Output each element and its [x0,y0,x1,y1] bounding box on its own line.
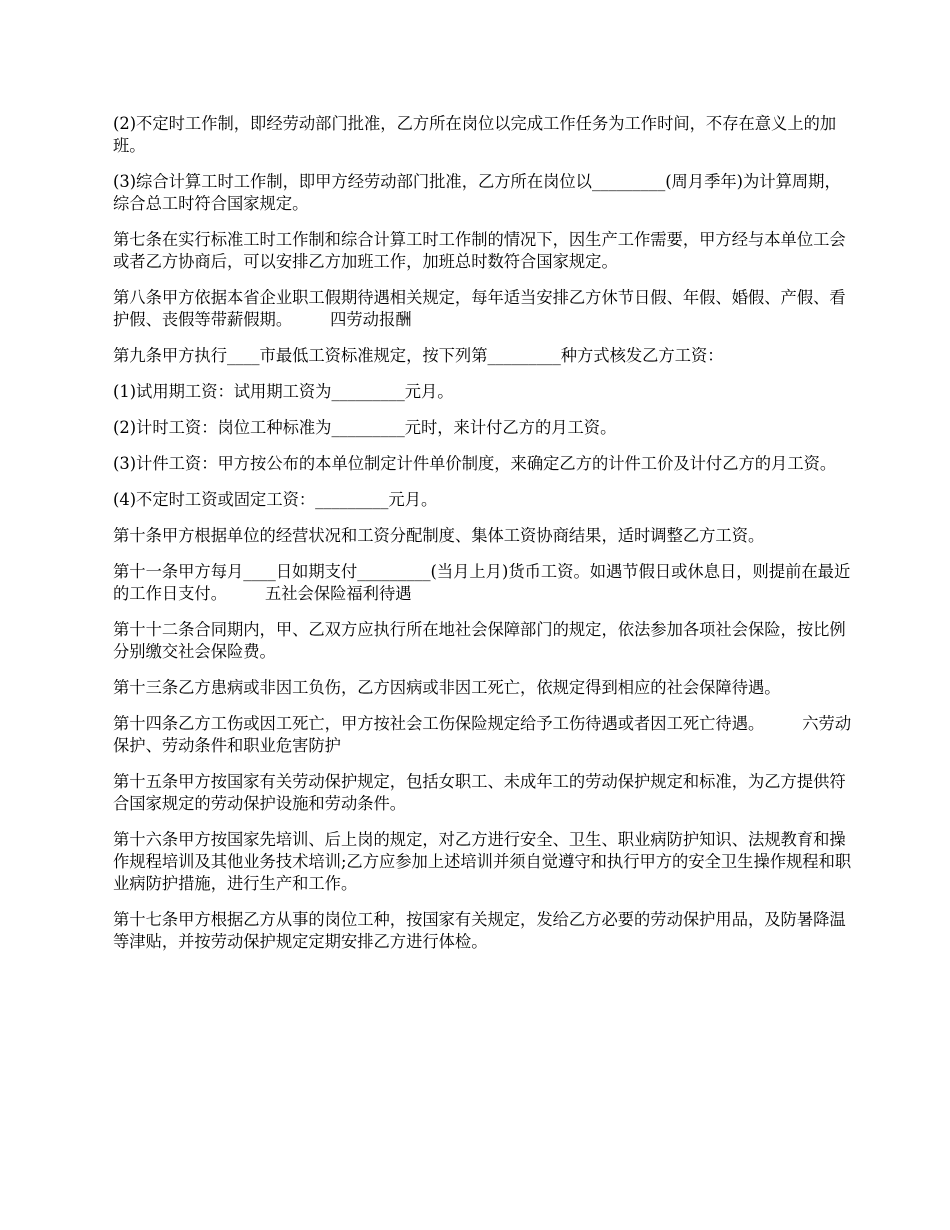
wage-piecework [113,453,853,475]
article-8 [113,287,853,331]
wage-hourly [113,417,853,439]
paragraph-text: 第八条甲方依据本省企业职工假期待遇相关规定，每年适当安排乙方休节日假、年假、婚假、产假、看护假、丧假等带薪假期。 [113,288,846,329]
paragraph-text: 第十一条甲方每月____日如期支付_________(当月上月)货币工资。如遇节假日或休息日，则提前在最近的工作日支付。 [113,562,851,603]
wage-probation [113,381,853,403]
paragraph-text: 第十七条甲方根据乙方从事的岗位工种，按国家有关规定，发给乙方必要的劳动保护用品，及防暑降温等津贴，并按劳动保护规定定期安排乙方进行体检。 [113,910,846,951]
paragraph-text: (1)试用期工资：试用期工资为_________元月。 [113,382,454,401]
paragraph-text: (4)不定时工资或固定工资：_________元月。 [113,490,438,509]
paragraph-text: 第十六条甲方按国家先培训、后上岗的规定，对乙方进行安全、卫生、职业病防护知识、法规教育和操作规程培训及其他业务技术培训;乙方应参加上述培训并须自觉遵守和执行甲方的安全卫生操作规程和职业病防护措施，进行生产和工作。 [113,830,852,893]
paragraph-text: 第十十二条合同期内，甲、乙双方应执行所在地社会保障部门的规定，依法参加各项社会保险，按比例分别缴交社会保险费。 [113,620,846,661]
paragraph-text: (2)不定时工作制，即经劳动部门批准，乙方所在岗位以完成工作任务为工作时间，不存在意义上的加班。 [113,114,837,155]
article-10 [113,525,853,547]
paragraph-text: 第十四条乙方工伤或因工死亡，甲方按社会工伤保险规定给予工伤待遇或者因工死亡待遇。 [113,714,765,733]
article-15 [113,771,853,815]
article-16 [113,829,853,895]
paragraph-comprehensive-hours [113,171,853,215]
article-17 [113,909,853,953]
section-heading-labor-protection: 六劳动保护、劳动条件和职业危害防护 [113,714,852,755]
section-heading-remuneration: 四劳动报酬 [330,310,412,329]
article-13 [113,677,853,699]
section-heading-social-insurance: 五社会保险福利待遇 [264,584,412,603]
paragraph-indefinite-hours [113,113,853,157]
paragraph-text: 第十五条甲方按国家有关劳动保护规定，包括女职工、未成年工的劳动保护规定和标准，为乙方提供符合国家规定的劳动保护设施和劳动条件。 [113,772,846,813]
paragraph-text: 第九条甲方执行____市最低工资标准规定，按下列第_________种方式核发乙方工资： [113,346,724,365]
article-14 [113,713,853,757]
paragraph-text: (3)综合计算工时工作制，即甲方经劳动部门批准，乙方所在岗位以_________(周月季年)为计算周期，综合总工时符合国家规定。 [113,172,841,213]
article-12 [113,619,853,663]
article-9 [113,345,853,367]
article-11 [113,561,853,605]
paragraph-text: 第十三条乙方患病或非因工负伤，乙方因病或非因工死亡，依规定得到相应的社会保障待遇。 [113,678,781,697]
document-page [113,113,853,967]
article-7 [113,229,853,273]
paragraph-text: (2)计时工资：岗位工种标准为_________元时，来计付乙方的月工资。 [113,418,617,437]
wage-fixed [113,489,853,511]
paragraph-text: (3)计件工资：甲方按公布的本单位制定计件单价制度，来确定乙方的计件工价及计付乙方的月工资。 [113,454,837,473]
paragraph-text: 第七条在实行标准工时工作制和综合计算工时工作制的情况下，因生产工作需要，甲方经与本单位工会或者乙方协商后，可以安排乙方加班工作，加班总时数符合国家规定。 [113,230,846,271]
paragraph-text: 第十条甲方根据单位的经营状况和工资分配制度、集体工资协商结果，适时调整乙方工资。 [113,526,765,545]
